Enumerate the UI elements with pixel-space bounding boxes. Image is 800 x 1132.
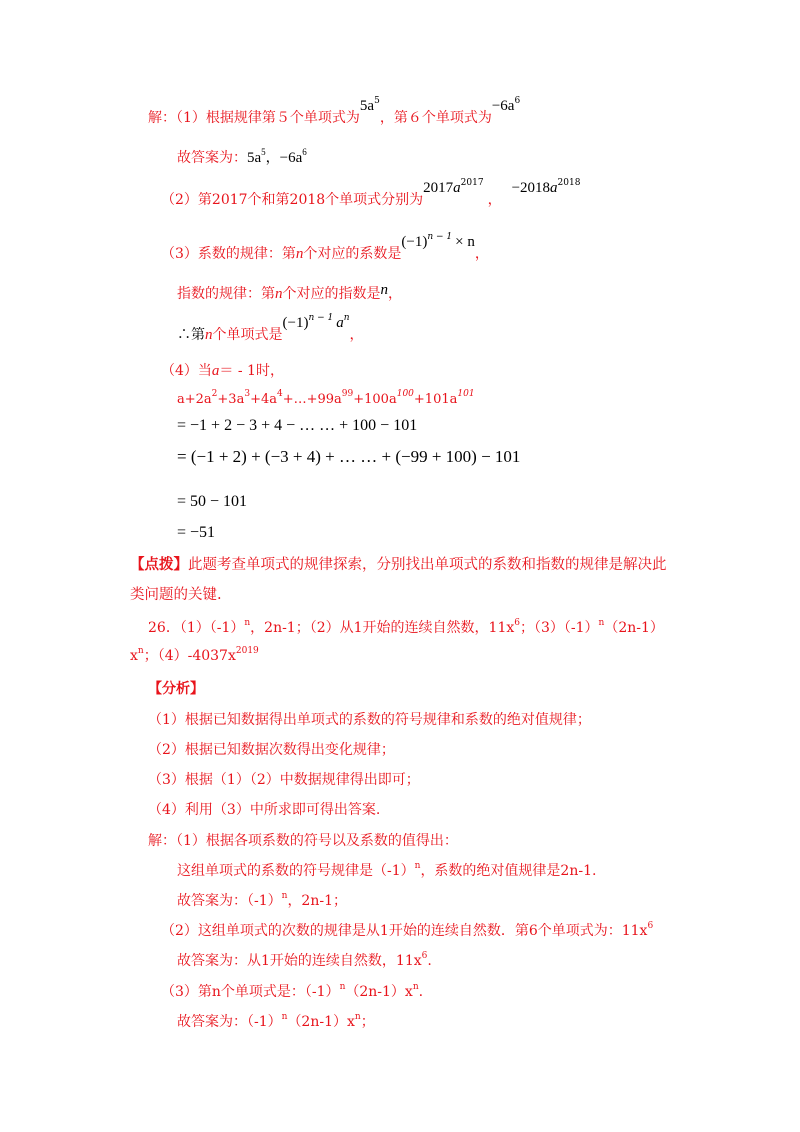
term6-formula: $-6a^6$ [491,96,521,114]
tip-text: 此题考查单项式的规律探索，分别找出单项式的系数和指数的规律是解决此 [188,557,667,573]
q26-answer-line2: $x^n$；$(4)-4037x^{2019}$ [130,646,259,664]
nth-term-line [177,313,364,345]
nth-term-text: 个单项式是 [212,327,283,343]
analysis-item: （4）利用（3）中所求即可得出答案. [148,802,381,818]
solution-part4-line [161,361,284,381]
tip-line1 [130,555,667,575]
solution-line: 解：（1）根据各项系数的符号以及系数的值得出： [148,833,458,849]
analysis-item: （2）根据已知数据次数得出变化规律； [148,742,395,758]
exponent-rule-text2: 个对应的指数是 [282,286,381,302]
solution-line: 这组单项式的系数的符号规律是$(-1)^n$，系数的绝对值规律是2n-1. [177,861,597,879]
q26-answer-line1: 26．$(1)(-1)^n$，2n-1；（2）从1开始的连续自然数，$11x^6$；$(3)(-1)^n(2n-1)$ [148,618,664,636]
var-n: n [275,286,283,302]
comma: ， [388,286,402,302]
tip-line2: 类问题的关键. [130,587,222,603]
part3-text2: 个对应的系数是 [303,246,402,262]
calc-line-3: = 50 − 101 [177,493,248,510]
answer-label: 故答案为： [177,150,247,166]
analysis-item: （1）根据已知数据得出单项式的系数的符号规律和系数的绝对值规律； [148,712,591,728]
comma: ， [474,246,489,262]
solution-line: （3）第n个单项式是：$(-1)^n(2n-1)x^n$. [161,982,424,1000]
sum-expression: $a+2a^2+3a^3+4a^4+\dots+99a^{99}+100a^{100}+101a^{101}$ [177,389,475,407]
var-a: a [211,363,220,379]
exponent-rule-text: 指数的规律：第 [177,286,275,302]
solution-line: 故答案为：$(-1)^n$，2n-1； [177,891,347,909]
nth-term-formula: $(-1)^{n - 1}$ $a^n$ [282,313,350,331]
analysis-item: （3）根据（1）（2）中数据规律得出即可； [148,772,420,788]
part4-text: （4）当 [161,363,212,379]
solution-line: 故答案为：从1开始的连续自然数，$11x^6$. [177,951,432,969]
solution-part2-line [161,178,581,210]
solution-line: 故答案为：$(-1)^n(2n-1)x^n$； [177,1012,375,1030]
answer1-term5: $5a^5$ [247,147,266,166]
part3-text: （3）系数的规律：第 [161,246,296,262]
exponent-value: n [380,282,388,298]
calc-line-4: = −51 [177,524,216,541]
solution-part2-text: （2）第2017个和第2018个单项式分别为 [161,192,424,208]
solution-part1-line [148,96,521,128]
tip-label: 【点拨】 [130,556,188,573]
answer1-term6: $-6a^6$ [279,147,307,166]
comma: ， [487,192,502,208]
var-n: n [295,246,304,262]
part1-answer-line [177,148,307,168]
analysis-title: 【分析】 [148,681,204,697]
calc-line-2: = (−1 + 2) + (−3 + 4) + … … + (−99 + 100) − 101 [177,447,521,466]
part4-text2: ＝ - 1时， [219,363,284,379]
comma: ， [349,327,364,343]
term5-formula: $5a^5$ [359,96,380,114]
solution-line: （2）这组单项式的次数的规律是从1开始的连续自然数．第6个单项式为：$11x^6$ [161,921,654,939]
solution-part3-line [161,232,489,264]
calc-line-1: = −1 + 2 − 3 + 4 − … … + 100 − 101 [177,417,418,434]
exponent-rule-line [177,284,402,304]
term2017-formula: $2017a^{2017}$ [423,178,484,196]
solution-part1-mid: ，第６个单项式为 [379,110,492,126]
solution-part1-intro: 解：（1）根据规律第５个单项式为 [148,110,360,126]
therefore-text: ∴第 [177,327,205,343]
answer-separator: ， [265,150,280,166]
term2018-formula: $-2018a^{2018}$ [511,178,581,196]
var-n: n [205,327,213,343]
coefficient-formula: $(-1)^{n - 1} \times n$ [401,232,475,250]
